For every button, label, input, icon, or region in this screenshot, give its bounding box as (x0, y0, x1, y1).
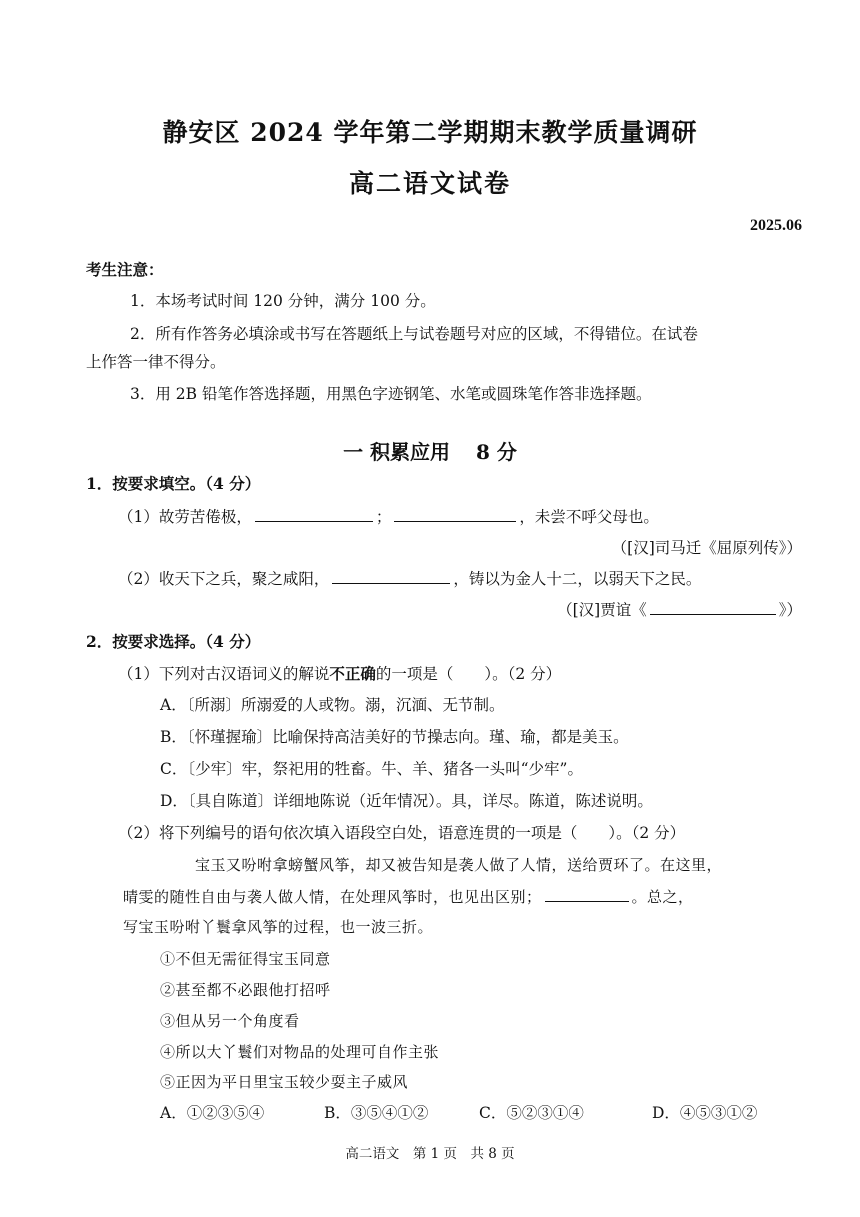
choice-d[interactable]: D．④⑤③①② (652, 1104, 758, 1122)
section-heading (0, 436, 860, 465)
sentence-3: ③但从另一个角度看 (160, 1012, 300, 1030)
q2-option-c[interactable]: C．〔少牢〕牢，祭祀用的牲畜。牛、羊、猪各一头叫“少牢”。 (160, 760, 583, 778)
notice-item-2-cont: 上作答一律不得分。 (86, 353, 226, 371)
answer-blank[interactable] (545, 887, 629, 902)
sentence-1: ①不但无需征得宝玉同意 (160, 950, 331, 968)
choice-b[interactable]: B．③⑤④①② (324, 1104, 429, 1122)
q2-part1-stem: （1）下列对古汉语词义的解说不正确的一项是（ ）。（2 分） (118, 664, 562, 683)
q2-heading: 2．按要求选择。（4 分） (86, 632, 261, 651)
sentence-2: ②甚至都不必跟他打招呼 (160, 981, 331, 999)
passage-line-1: 宝玉又吩咐拿螃蟹风筝，却又被告知是袭人做了人情，送给贾环了。在这里， (195, 856, 723, 874)
passage-line-2: 晴雯的随性自由与袭人做人情，在处理风筝时，也见出区别； 。总之， (123, 888, 694, 906)
exam-date: 2025.06 (750, 217, 802, 234)
answer-blank[interactable] (650, 600, 776, 615)
sentence-5: ⑤正因为平日里宝玉较少耍主子威风 (160, 1073, 409, 1091)
passage-line-3: 写宝玉吩咐丫鬟拿风筝的过程，也一波三折。 (123, 918, 434, 936)
q2-option-b[interactable]: B．〔怀瑾握瑜〕比喻保持高洁美好的节操志向。瑾、瑜，都是美玉。 (160, 728, 629, 746)
q1-part1-source: （[汉]司马迁《屈原列传》） (611, 539, 802, 557)
exam-title: 静安区 2024 学年第二学期期末教学质量调研 (162, 118, 698, 147)
q1-heading: 1．按要求填空。（4 分） (86, 474, 261, 493)
exam-subtitle: 高二语文试卷 (348, 169, 511, 198)
q2-option-d[interactable]: D．〔具自陈道〕详细地陈说（近年情况）。具，详尽。陈道，陈述说明。 (160, 792, 653, 810)
q1-part2: （2）收天下之兵，聚之咸阳， ，铸以为金人十二，以弱天下之民。 (118, 570, 702, 588)
answer-blank[interactable] (394, 507, 516, 522)
notice-item-2: 2．所有作答务必填涂或书写在答题纸上与试卷题号对应的区域，不得错位。在试卷 (130, 325, 698, 343)
answer-blank[interactable] (255, 507, 373, 522)
notice-heading: 考生注意： (86, 260, 164, 279)
q1-part2-source: （[汉]贾谊《 》） (557, 601, 802, 619)
choice-c[interactable]: C．⑤②③①④ (479, 1104, 584, 1122)
q2-part2-stem: （2）将下列编号的语句依次填入语段空白处，语意连贯的一项是（ ）。（2 分） (118, 824, 686, 842)
sentence-4: ④所以大丫鬟们对物品的处理可自作主张 (160, 1043, 440, 1061)
section-score: 8 分 (476, 440, 517, 464)
notice-item-1: 1．本场考试时间 120 分钟，满分 100 分。 (130, 292, 436, 310)
choice-a[interactable]: A．①②③⑤④ (160, 1104, 265, 1122)
notice-item-3: 3．用 2B 铅笔作答选择题，用黑色字迹钢笔、水笔或圆珠笔作答非选择题。 (130, 385, 652, 403)
q2-option-a[interactable]: A．〔所溺〕所溺爱的人或物。溺，沉湎、无节制。 (160, 696, 505, 714)
q1-part1: （1）故劳苦倦极， ； ，未尝不呼父母也。 (118, 508, 659, 526)
answer-blank[interactable] (332, 569, 450, 584)
section-name: 一 积累应用 (343, 440, 451, 464)
page-footer: 高二语文 第 1 页 共 8 页 (345, 1146, 515, 1162)
